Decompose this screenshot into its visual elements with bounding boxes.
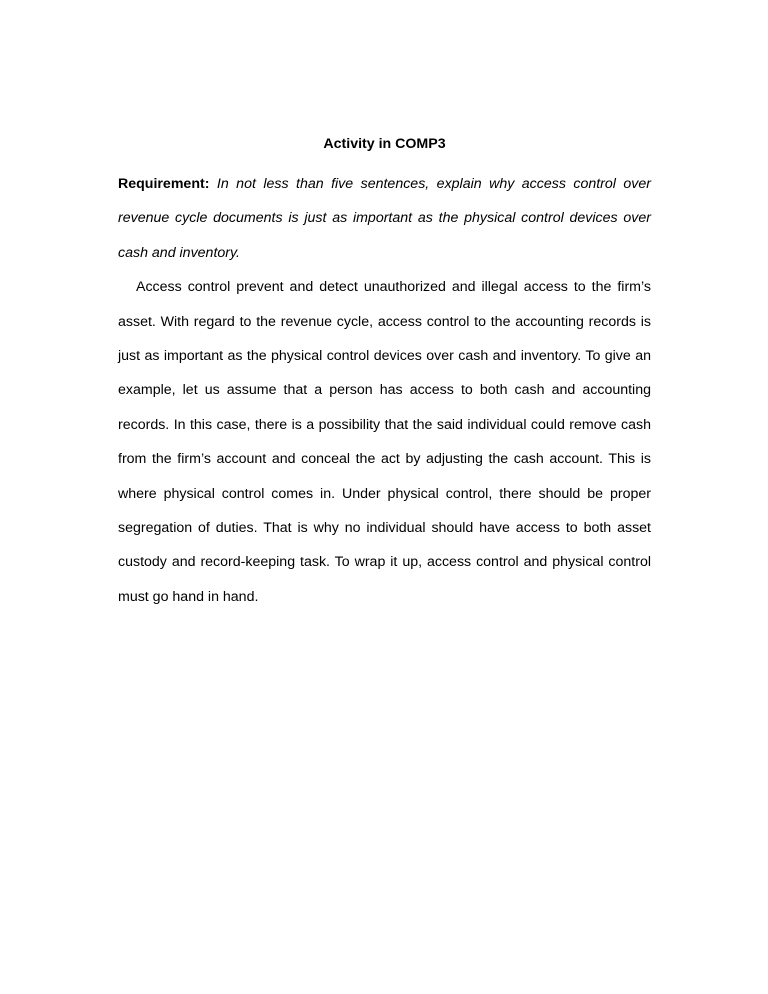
document-title: Activity in COMP3 — [323, 136, 446, 152]
answer-paragraph: Access control prevent and detect unauthorized and illegal access to the firm’s asset. With regard to the revenue cycle, access control to the accounting records is just as important as the physical control devices over cash and inventory. To give an example, let us assume that a person has access to both cash and accounting records. In this case, there is a possibility that the said individual could remove cash from the firm’s account and conceal the act by adjusting the cash account. This is where physical control comes in. Under physical control, there should be proper segregation of duties. That is why no individual should have access to both asset custody and record-keeping task. To wrap it up, access control and physical control must go hand in hand. — [118, 279, 651, 605]
document-page — [118, 127, 651, 614]
requirement-text: In not less than five sentences, explain why access control over revenue cycle documents is just as important as the physical control devices over cash and inventory. — [118, 176, 651, 261]
requirement-paragraph — [118, 167, 651, 270]
requirement-label: Requirement: — [118, 176, 210, 192]
